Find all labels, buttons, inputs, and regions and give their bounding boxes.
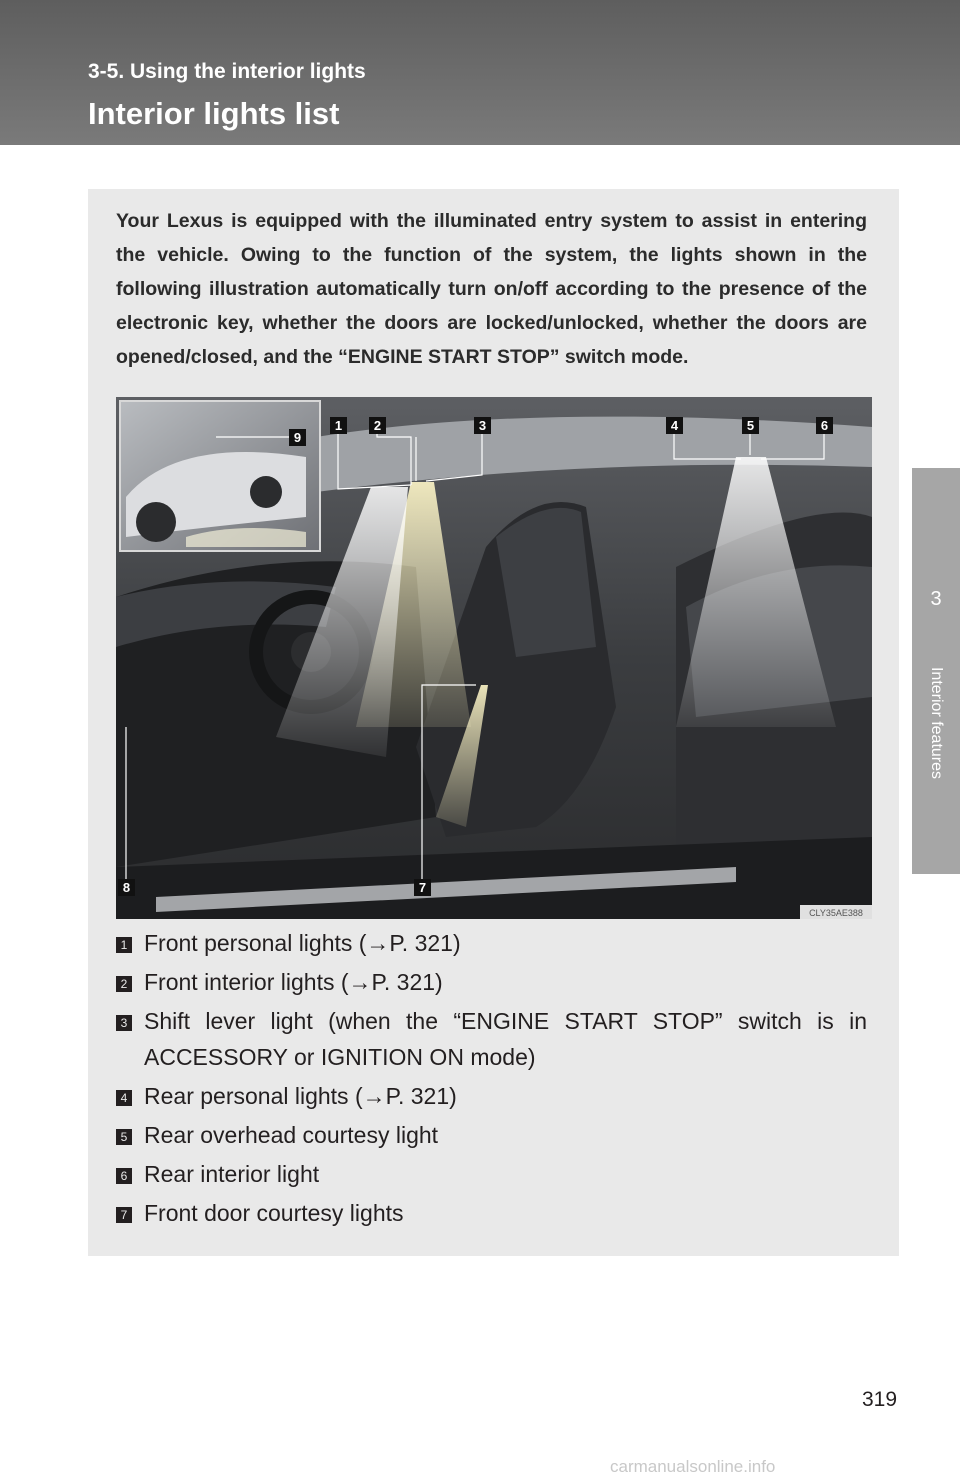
callout-5: 5 bbox=[746, 418, 755, 433]
list-item bbox=[116, 1003, 867, 1075]
item-number-badge: 6 bbox=[116, 1168, 132, 1184]
item-number-badge: 7 bbox=[116, 1207, 132, 1223]
item-text: Front interior lights (→P. 321) bbox=[144, 969, 443, 995]
item-number-badge: 5 bbox=[116, 1129, 132, 1145]
list-item bbox=[116, 925, 867, 961]
page-number: 319 bbox=[862, 1388, 898, 1411]
intro-paragraph: Your Lexus is equipped with the illuminated entry system to assist in entering the vehicle. Owing to the function of the system, the lights shown in the following illustration automatically turn on/off according to the presence of the electronic key, whether the doors are locked/unlocked, whether the doors are opened/closed, and the “ENGINE START STOP” switch mode. bbox=[116, 210, 867, 368]
list-item bbox=[116, 1195, 867, 1231]
page-header bbox=[0, 0, 960, 145]
watermark[interactable]: carmanualsonline.info bbox=[610, 1457, 776, 1476]
callout-9: 9 bbox=[293, 430, 302, 445]
list-item bbox=[116, 964, 867, 1000]
callout-7: 7 bbox=[418, 880, 427, 895]
item-number-badge: 1 bbox=[116, 937, 132, 953]
item-number-badge: 4 bbox=[116, 1090, 132, 1106]
item-text: Rear personal lights (→P. 321) bbox=[144, 1083, 457, 1109]
item-text: Front door courtesy lights bbox=[144, 1200, 404, 1226]
item-number-badge: 3 bbox=[116, 1015, 132, 1031]
section-label: 3-5. Using the interior lights bbox=[88, 60, 366, 83]
illustration-code: CLY35AE388 bbox=[809, 908, 863, 918]
item-text: Front personal lights (→P. 321) bbox=[144, 930, 461, 956]
callout-8: 8 bbox=[122, 880, 131, 895]
lights-list bbox=[116, 925, 867, 1234]
item-text: Rear overhead courtesy light bbox=[144, 1122, 439, 1148]
interior-lights-illustration bbox=[116, 397, 872, 919]
item-number-badge: 2 bbox=[116, 976, 132, 992]
item-text: Rear interior light bbox=[144, 1161, 320, 1187]
page-title: Interior lights list bbox=[88, 96, 340, 131]
callout-6: 6 bbox=[820, 418, 829, 433]
chapter-tab[interactable] bbox=[912, 468, 960, 874]
list-item bbox=[116, 1156, 867, 1192]
chapter-number: 3 bbox=[930, 588, 942, 610]
callout-2: 2 bbox=[373, 418, 382, 433]
callout-4: 4 bbox=[670, 418, 679, 433]
callout-1: 1 bbox=[334, 418, 343, 433]
chapter-label: Interior features bbox=[928, 666, 945, 780]
list-item bbox=[116, 1078, 867, 1114]
callout-3: 3 bbox=[478, 418, 487, 433]
list-item bbox=[116, 1117, 867, 1153]
item-text: Shift lever light (when the “ENGINE START STOP” switch is in ACCESSORY or IGNITION ON mode) bbox=[144, 1008, 867, 1070]
